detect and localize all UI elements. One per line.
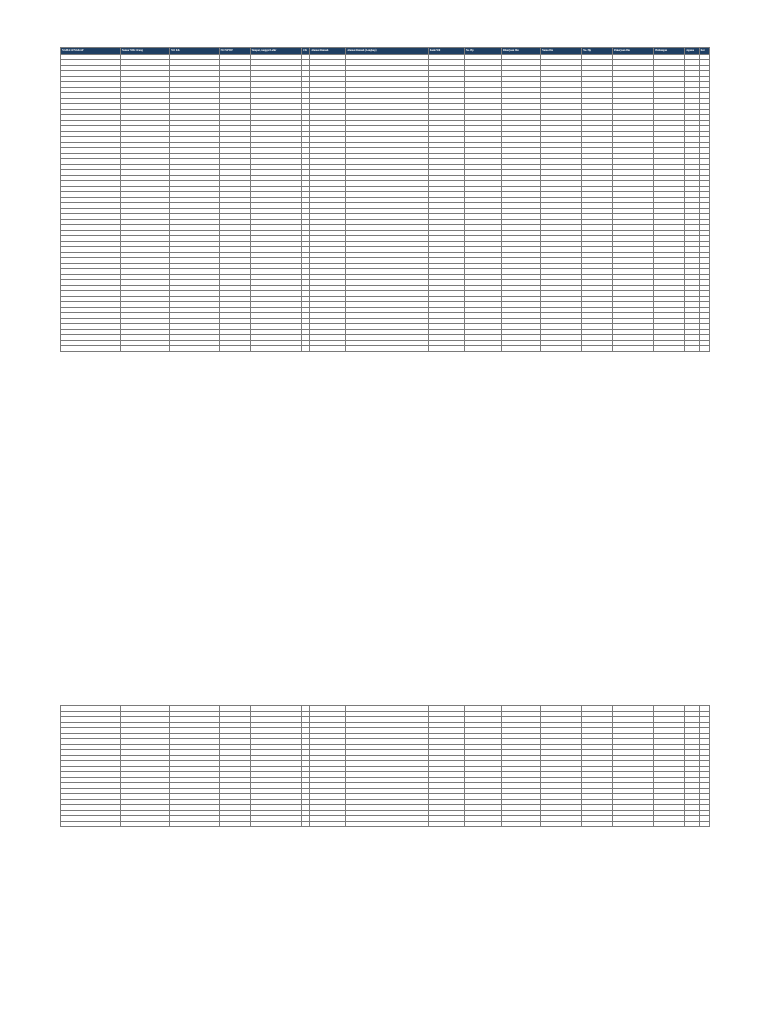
table-cell bbox=[685, 821, 699, 827]
column-header: Ket bbox=[699, 48, 709, 55]
column-header: No. Hp bbox=[464, 48, 501, 55]
column-header: Kode Wil bbox=[428, 48, 464, 55]
column-header: Hubungan bbox=[654, 48, 685, 55]
table-cell bbox=[250, 821, 302, 827]
table-cell bbox=[582, 821, 613, 827]
table-cell bbox=[699, 821, 709, 827]
table-cell bbox=[61, 821, 121, 827]
table-cell bbox=[613, 346, 654, 352]
table-cell bbox=[120, 346, 169, 352]
column-header: Alamat Rumah bbox=[310, 48, 346, 55]
table-cell bbox=[250, 346, 302, 352]
table-cell bbox=[310, 346, 346, 352]
table-cell bbox=[346, 821, 428, 827]
table-cell bbox=[654, 346, 685, 352]
column-header: Nomor NIK Orang bbox=[120, 48, 169, 55]
table-cell bbox=[428, 346, 464, 352]
table-cell bbox=[685, 346, 699, 352]
table-cell bbox=[501, 346, 540, 352]
table-cell bbox=[428, 821, 464, 827]
column-header: NAMA LENGKAP bbox=[61, 48, 121, 55]
table-cell bbox=[61, 346, 121, 352]
table-cell bbox=[699, 346, 709, 352]
table-cell bbox=[501, 821, 540, 827]
column-header: Tempat, tanggal Lahir bbox=[250, 48, 302, 55]
table-body-continued bbox=[61, 706, 710, 827]
table-cell bbox=[613, 821, 654, 827]
table-cell bbox=[302, 346, 310, 352]
table-cell bbox=[302, 821, 310, 827]
column-header: No. Hp bbox=[582, 48, 613, 55]
table-cell bbox=[540, 346, 581, 352]
column-header: Nama Ibu bbox=[540, 48, 581, 55]
data-table-continued bbox=[60, 705, 710, 827]
table-cell bbox=[582, 346, 613, 352]
table-cell bbox=[654, 821, 685, 827]
table-cell bbox=[170, 346, 219, 352]
table-cell bbox=[219, 821, 250, 827]
column-header: Agama bbox=[685, 48, 699, 55]
table-cell bbox=[310, 821, 346, 827]
table-cell bbox=[120, 821, 169, 827]
table-row bbox=[61, 821, 710, 827]
column-header: NO NPWP bbox=[219, 48, 250, 55]
table-cell bbox=[464, 821, 501, 827]
data-table-main bbox=[60, 47, 710, 352]
column-header: Alamat Rumah (Lengkap) bbox=[346, 48, 428, 55]
table-cell bbox=[464, 346, 501, 352]
column-header: Pekerjaan Ibu bbox=[613, 48, 654, 55]
table-cell bbox=[219, 346, 250, 352]
column-header: Pekerjaan Ibu bbox=[501, 48, 540, 55]
table-cell bbox=[346, 346, 428, 352]
table-cell bbox=[170, 821, 219, 827]
column-header: J/K bbox=[302, 48, 310, 55]
table-body-main bbox=[61, 54, 710, 351]
table-row bbox=[61, 346, 710, 352]
column-header: NO KK bbox=[170, 48, 219, 55]
table-cell bbox=[540, 821, 581, 827]
